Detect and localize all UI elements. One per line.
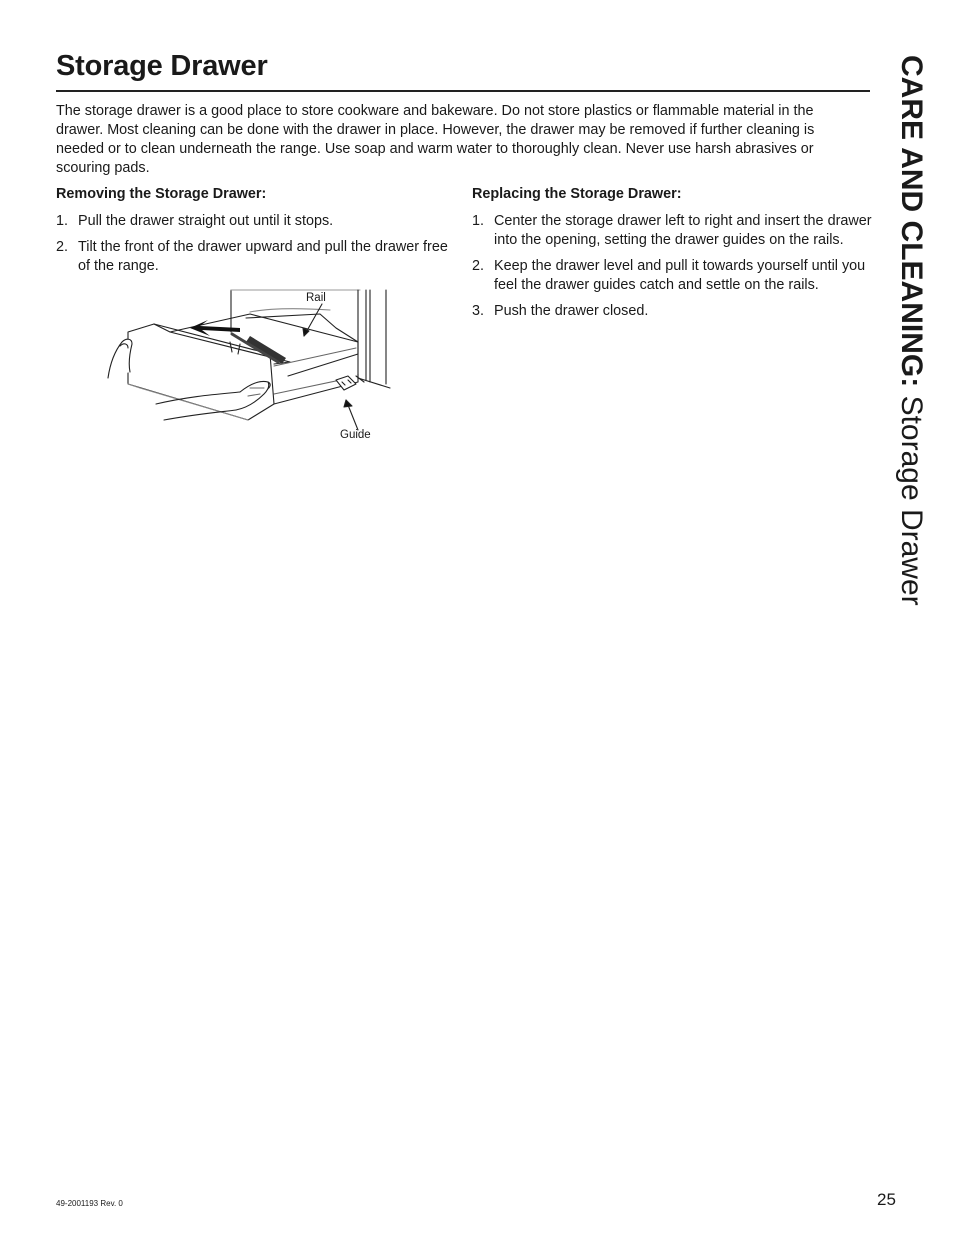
step-number: 1. bbox=[472, 213, 485, 229]
replacing-section bbox=[472, 185, 872, 328]
step-text: Keep the drawer level and pull it towards yourself until you feel the drawer guides catch and settle on the rails. bbox=[494, 258, 866, 293]
drawer-removal-illustration bbox=[100, 284, 400, 454]
title-rule bbox=[56, 90, 870, 92]
sidebar-separator: : bbox=[895, 377, 928, 396]
step-text: Pull the drawer straight out until it stops. bbox=[78, 213, 334, 229]
step-number: 3. bbox=[472, 303, 485, 319]
replacing-step bbox=[472, 212, 872, 250]
step-text: Push the drawer closed. bbox=[494, 303, 649, 319]
step-number: 1. bbox=[56, 213, 69, 229]
sidebar-topic-name: Storage Drawer bbox=[895, 395, 928, 606]
page-title: Storage Drawer bbox=[56, 50, 268, 82]
removing-heading: Removing the Storage Drawer: bbox=[56, 186, 267, 202]
step-number: 2. bbox=[472, 258, 485, 274]
replacing-heading: Replacing the Storage Drawer: bbox=[472, 186, 682, 202]
document-code: 49-2001193 Rev. 0 bbox=[56, 1199, 123, 1208]
removing-step bbox=[56, 238, 456, 276]
step-number: 2. bbox=[56, 239, 69, 255]
rail-label: Rail bbox=[306, 292, 326, 304]
step-text: Center the storage drawer left to right and insert the drawer into the opening, setting the drawer guides on the rails. bbox=[494, 213, 872, 248]
removing-section bbox=[56, 185, 456, 283]
replacing-steps bbox=[472, 212, 872, 321]
removing-steps bbox=[56, 212, 456, 276]
page-number: 25 bbox=[877, 1190, 896, 1209]
step-text: Tilt the front of the drawer upward and pull the drawer free of the range. bbox=[78, 239, 448, 274]
intro-paragraph: The storage drawer is a good place to store cookware and bakeware. Do not store plastics or flammable material in the drawer. Most cleaning can be done with the drawer in place. However, the drawer may be removed if further cleaning is needed or to clean underneath the range. Use soap and warm water to thoroughly clean. Never use harsh abrasives or scouring pads. bbox=[56, 103, 815, 176]
guide-label: Guide bbox=[340, 429, 371, 441]
replacing-step bbox=[472, 302, 872, 321]
sidebar-section-title bbox=[890, 55, 932, 655]
removing-step bbox=[56, 212, 456, 231]
replacing-step bbox=[472, 257, 872, 295]
sidebar-section-name: CARE AND CLEANING bbox=[895, 55, 928, 378]
